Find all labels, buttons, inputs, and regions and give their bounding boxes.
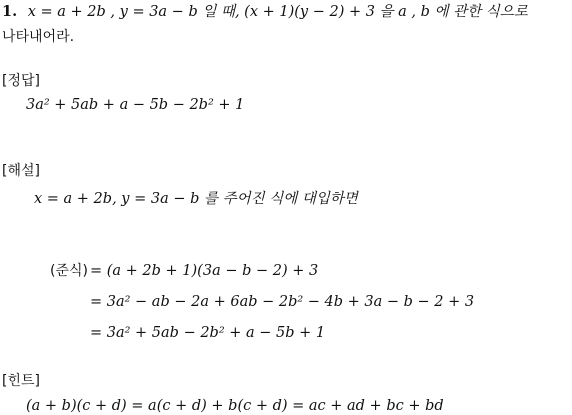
solution-step-1: = (a + 2b + 1)(3a − b − 2) + 3 — [90, 263, 319, 279]
solution-step-3: = 3a² + 5ab − 2b² + a − 5b + 1 — [90, 325, 326, 341]
problem-line-1 — [2, 3, 528, 21]
problem-line-2: 나타내어라. — [2, 29, 75, 45]
problem-text-1: x = a + 2b , y = 3a − b 일 때, (x + 1)(y − 2) + 3 을 a , b 에 관한 식으로 — [27, 4, 528, 20]
hint-expression: (a + b)(c + d) = a(c + d) + b(c + d) = ac + ad + bc + bd — [26, 398, 444, 414]
solution-label: (준식) — [50, 263, 88, 279]
solution-step-2: = 3a² − ab − 2a + 6ab − 2b² − 4b + 3a − b − 2 + 3 — [90, 294, 475, 310]
hint-header: [힌트] — [2, 373, 40, 389]
solution-intro: x = a + 2b, y = 3a − b 를 주어진 식에 대입하면 — [34, 191, 358, 207]
answer-expression: 3a² + 5ab + a − 5b − 2b² + 1 — [26, 97, 245, 113]
problem-number: 1. — [2, 3, 18, 20]
answer-header: [정답] — [2, 73, 40, 89]
solution-header: [해설] — [2, 163, 40, 179]
